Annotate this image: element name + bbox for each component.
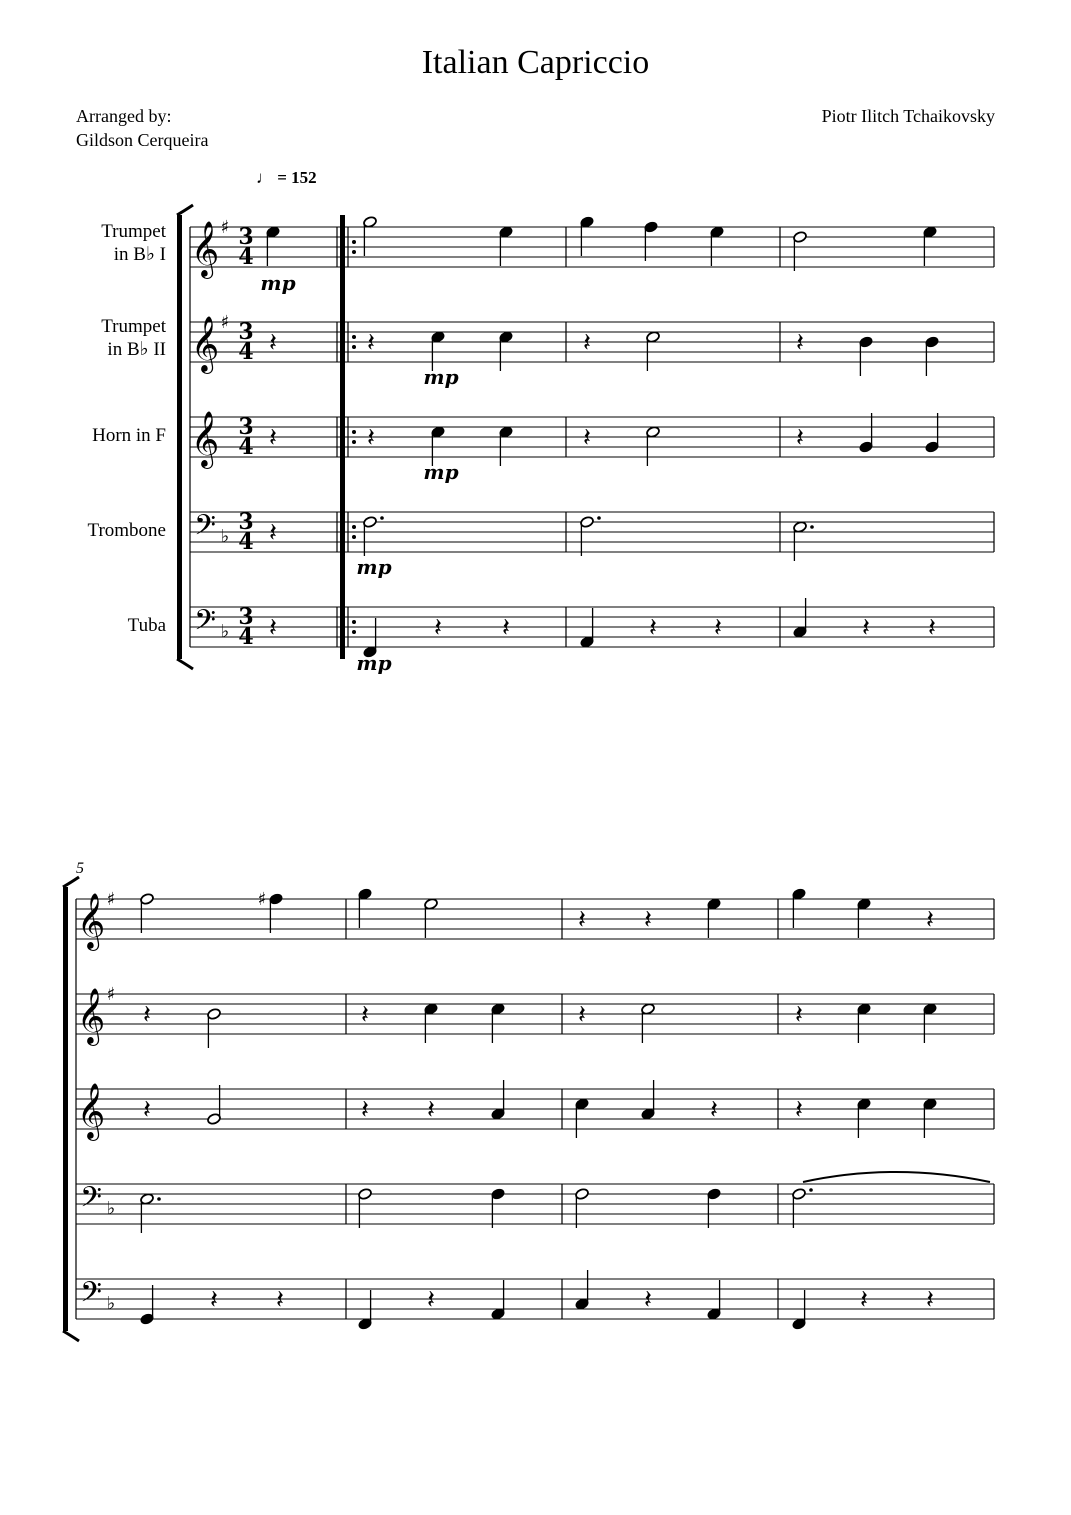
key-signature-sharp: ♯ (106, 889, 116, 910)
augmentation-dot (810, 525, 814, 529)
augmentation-dot (809, 1188, 813, 1192)
dynamic-marking: mp (423, 365, 459, 389)
quarter-rest: 𝄽 (367, 328, 375, 358)
quarter-rest: 𝄽 (926, 905, 934, 935)
treble-clef-icon: 𝄞 (190, 221, 220, 277)
instrument-label-trumpet-2: Trumpet in B♭ II (101, 316, 166, 360)
quarter-rest: 𝄽 (860, 1285, 868, 1315)
time-signature-top: 3 (238, 319, 254, 345)
arranger-name: Gildson Cerqueira (76, 130, 209, 150)
quarter-rest: 𝄽 (644, 1285, 652, 1315)
repeat-dot (352, 250, 356, 254)
quarter-rest: 𝄽 (862, 613, 870, 643)
key-signature-sharp: ♯ (106, 984, 116, 1005)
augmentation-dot (380, 516, 384, 520)
quarter-rest: 𝄽 (210, 1285, 218, 1315)
bass-clef-icon: 𝄢 (80, 1181, 102, 1221)
bass-clef-icon: 𝄢 (80, 1276, 102, 1316)
quarter-rest: 𝄽 (427, 1095, 435, 1125)
tie-slur (803, 1172, 990, 1182)
instrument-label-tuba: Tuba (127, 615, 166, 636)
instrument-label-trombone: Trombone (87, 520, 166, 541)
quarter-rest: 𝄽 (710, 1095, 718, 1125)
key-signature-sharp: ♯ (220, 312, 230, 333)
quarter-rest: 𝄽 (269, 423, 277, 453)
instrument-label-horn: Horn in F (92, 425, 166, 446)
repeat-dot (352, 335, 356, 339)
quarter-rest: 𝄽 (361, 1095, 369, 1125)
time-signature-top: 3 (238, 414, 254, 440)
quarter-rest: 𝄽 (434, 613, 442, 643)
instrument-label-trumpet-1: Trumpet in B♭ I (101, 221, 166, 265)
quarter-rest: 𝄽 (578, 905, 586, 935)
quarter-rest: 𝄽 (502, 613, 510, 643)
bracket-hook (63, 877, 79, 887)
augmentation-dot (157, 1197, 161, 1201)
quarter-rest: 𝄽 (269, 328, 277, 358)
quarter-rest: 𝄽 (578, 1000, 586, 1030)
sharp-accidental: ♯ (257, 889, 267, 910)
treble-clef-icon: 𝄞 (190, 316, 220, 372)
quarter-rest: 𝄽 (714, 613, 722, 643)
quarter-rest: 𝄽 (367, 423, 375, 453)
time-signature-bottom: 4 (238, 339, 254, 365)
time-signature-top: 3 (238, 604, 254, 630)
quarter-note-icon: ♩ (256, 168, 273, 187)
time-signature-bottom: 4 (238, 529, 254, 555)
quarter-rest: 𝄽 (269, 613, 277, 643)
key-signature-flat: ♭ (106, 1198, 116, 1219)
bracket-hook (177, 205, 193, 215)
repeat-dot (352, 430, 356, 434)
dynamic-marking: mp (423, 460, 459, 484)
treble-clef-icon: 𝄞 (76, 1083, 106, 1139)
system-bracket (177, 215, 182, 659)
bass-clef-icon: 𝄢 (194, 604, 216, 644)
quarter-rest: 𝄽 (583, 423, 591, 453)
key-signature-flat: ♭ (220, 621, 230, 642)
repeat-dot (352, 345, 356, 349)
quarter-rest: 𝄽 (795, 1000, 803, 1030)
quarter-rest: 𝄽 (143, 1000, 151, 1030)
time-signature-top: 3 (238, 224, 254, 250)
key-signature-sharp: ♯ (220, 217, 230, 238)
bracket-hook (177, 659, 193, 669)
quarter-rest: 𝄽 (361, 1000, 369, 1030)
quarter-rest: 𝄽 (583, 328, 591, 358)
quarter-rest: 𝄽 (796, 328, 804, 358)
quarter-rest: 𝄽 (796, 423, 804, 453)
quarter-rest: 𝄽 (276, 1285, 284, 1315)
time-signature-top: 3 (238, 509, 254, 535)
repeat-dot (352, 240, 356, 244)
dynamic-marking: mp (260, 271, 296, 295)
repeat-dot (352, 535, 356, 539)
key-signature-flat: ♭ (220, 526, 230, 547)
bracket-hook (63, 1331, 79, 1341)
treble-clef-icon: 𝄞 (190, 411, 220, 467)
system-bracket (63, 887, 68, 1331)
repeat-dot (352, 440, 356, 444)
quarter-rest: 𝄽 (795, 1095, 803, 1125)
time-signature-bottom: 4 (238, 244, 254, 270)
repeat-dot (352, 525, 356, 529)
tempo-value: = 152 (277, 168, 317, 187)
treble-clef-icon: 𝄞 (76, 988, 106, 1044)
quarter-rest: 𝄽 (928, 613, 936, 643)
bass-clef-icon: 𝄢 (194, 509, 216, 549)
measure-number: 5 (76, 860, 84, 877)
quarter-rest: 𝄽 (269, 518, 277, 548)
quarter-rest: 𝄽 (143, 1095, 151, 1125)
quarter-rest: 𝄽 (926, 1285, 934, 1315)
dynamic-marking: mp (356, 651, 392, 675)
composer: Piotr Ilitch Tchaikovsky (821, 106, 995, 126)
quarter-rest: 𝄽 (427, 1285, 435, 1315)
quarter-rest: 𝄽 (644, 905, 652, 935)
augmentation-dot (597, 516, 601, 520)
repeat-dot (352, 630, 356, 634)
score-title: Italian Capriccio (421, 44, 650, 81)
quarter-rest: 𝄽 (649, 613, 657, 643)
key-signature-flat: ♭ (106, 1293, 116, 1314)
time-signature-bottom: 4 (238, 434, 254, 460)
arranger-label: Arranged by: (76, 106, 172, 126)
treble-clef-icon: 𝄞 (76, 893, 106, 949)
time-signature-bottom: 4 (238, 624, 254, 650)
repeat-dot (352, 620, 356, 624)
dynamic-marking: mp (356, 555, 392, 579)
repeat-bracket (340, 215, 345, 659)
